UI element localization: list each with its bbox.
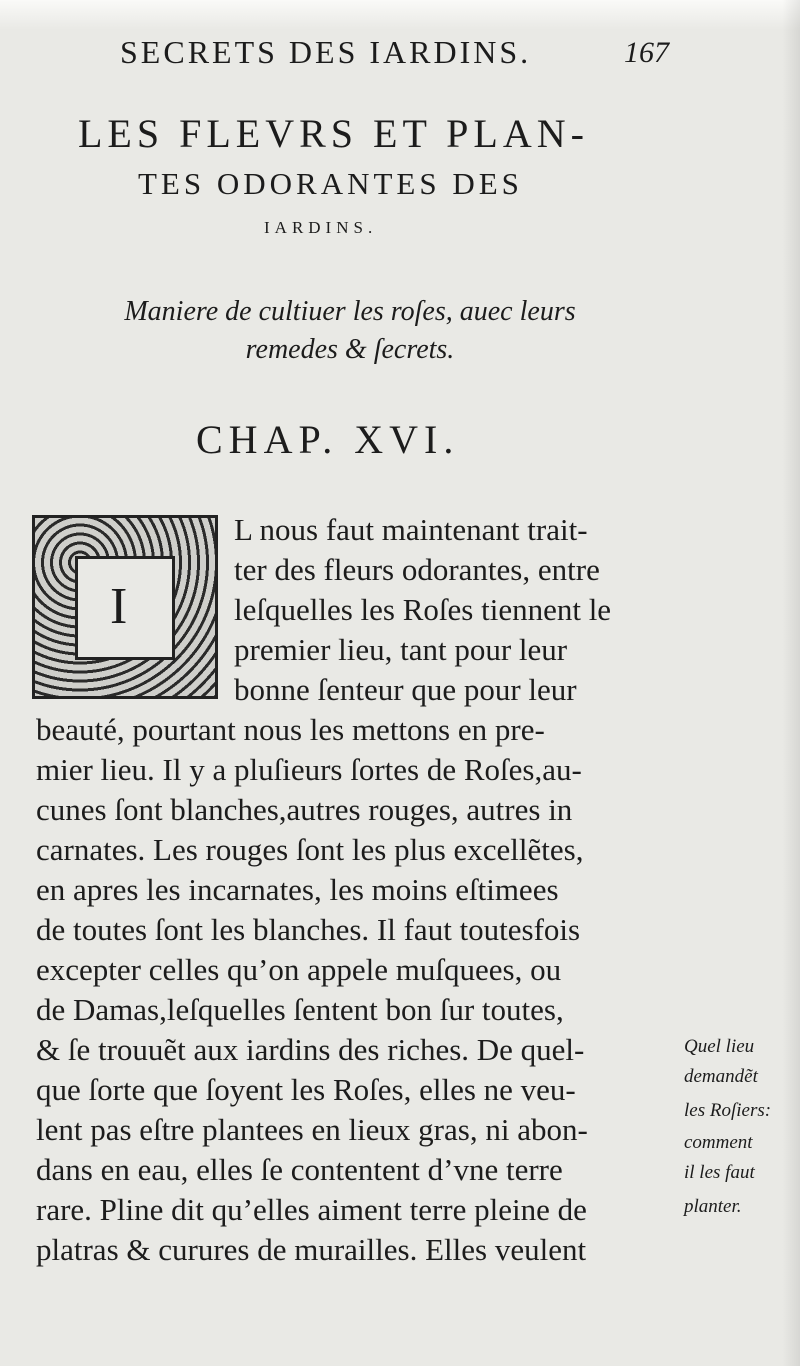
body-line: ter des fleurs odorantes, entre	[234, 552, 600, 587]
body-line: mier lieu. Il y a pluſieurs ſortes de Roſes,au-	[36, 752, 582, 787]
title-line-3: IARDINS.	[264, 218, 378, 237]
body-line: carnates. Les rouges ſont les plus excellẽtes,	[36, 832, 584, 867]
margin-note-line: les Roſiers:	[684, 1100, 772, 1121]
body-line: de Damas,leſquelles ſentent bon ſur toutes,	[36, 992, 564, 1027]
page-top-edge	[0, 0, 800, 30]
body-line: dans en eau, elles ſe contentent d’vne terre	[36, 1152, 563, 1187]
body-line: & ſe trouuẽt aux iardins des riches. De quel-	[36, 1032, 585, 1067]
drop-cap-letter: I	[110, 578, 128, 635]
chapter-heading: CHAP. XVI.	[196, 417, 460, 462]
subtitle-line-2: remedes & ſecrets.	[245, 334, 455, 365]
body-line: leſquelles les Roſes tiennent le	[234, 592, 612, 627]
margin-note-line: il les faut	[684, 1162, 755, 1183]
body-line: L nous faut maintenant trait-	[234, 512, 588, 547]
title-line-2: TES ODORANTES DES	[138, 166, 523, 201]
body-line: de toutes ſont les blanches. Il faut toutesfois	[36, 912, 581, 947]
body-line: cunes ſont blanches,autres rouges, autres in	[36, 792, 573, 827]
margin-note-line: demandẽt	[684, 1066, 758, 1087]
page-number: 167	[624, 36, 669, 69]
body-line: beauté, pourtant nous les mettons en pre-	[36, 712, 545, 747]
body-line: premier lieu, tant pour leur	[234, 632, 568, 667]
body-line: excepter celles qu’on appele muſquees, ou	[36, 952, 562, 987]
running-head: SECRETS DES IARDINS.	[120, 34, 532, 70]
ornamental-initial	[32, 515, 218, 699]
body-line: bonne ſenteur que pour leur	[234, 672, 577, 707]
margin-note-line: Quel lieu	[684, 1036, 755, 1057]
ornamental-initial-frame	[75, 556, 175, 660]
body-line: lent pas eſtre plantees en lieux gras, ni abon-	[36, 1112, 588, 1147]
body-line: que ſorte que ſoyent les Roſes, elles ne veu-	[36, 1072, 576, 1107]
page-gutter-shadow	[782, 0, 800, 1366]
subtitle-line-1: Maniere de cultiuer les roſes, auec leurs	[124, 296, 576, 327]
title-line-1: LES FLEVRS ET PLAN-	[78, 111, 589, 156]
body-line: rare. Pline dit qu’elles aiment terre pleine de	[36, 1192, 587, 1227]
margin-note-line: planter.	[684, 1196, 742, 1217]
body-line: en apres les incarnates, les moins eſtimees	[36, 872, 559, 907]
margin-note-line: comment	[684, 1132, 753, 1153]
body-line: platras & curures de murailles. Elles veulent	[36, 1232, 587, 1267]
